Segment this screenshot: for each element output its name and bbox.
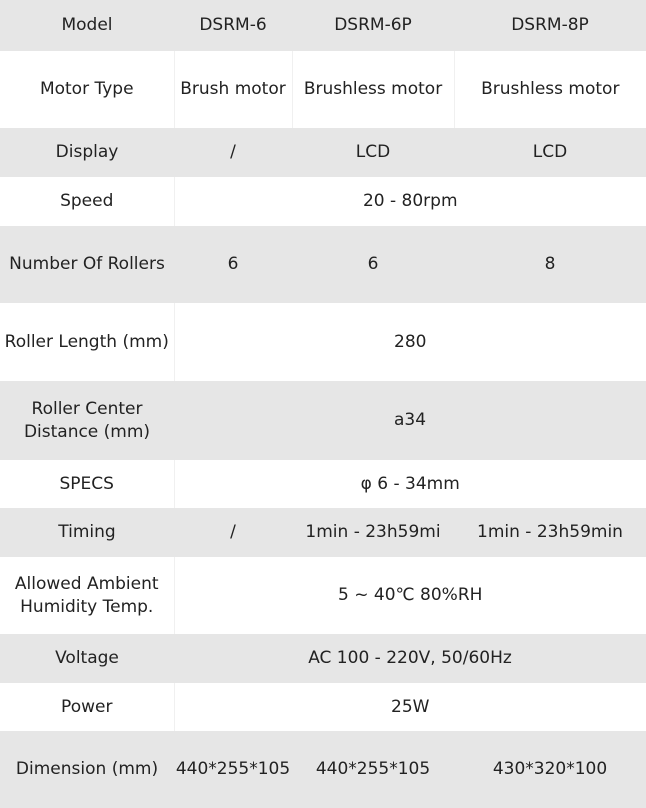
merged-cell: 20 - 80rpm — [174, 177, 646, 226]
table-row — [0, 731, 646, 808]
row-label-line: Allowed Ambient — [14, 573, 159, 594]
row-label: Speed — [0, 177, 174, 226]
row-label — [0, 381, 174, 460]
row-label: Voltage — [0, 634, 174, 683]
row-label: Power — [0, 683, 174, 731]
merged-cell: a34 — [174, 381, 646, 460]
cell-dsrm-8p: LCD — [454, 128, 646, 177]
cell-dsrm-6: 6 — [174, 226, 292, 303]
cell-dsrm-6: Brush motor — [174, 51, 292, 128]
row-label: Timing — [0, 508, 174, 557]
cell-dsrm-6: / — [174, 128, 292, 177]
table-row — [0, 381, 646, 460]
table-row — [0, 683, 646, 731]
header-row — [0, 0, 646, 51]
merged-cell: 25W — [174, 683, 646, 731]
row-label: Roller Length (mm) — [0, 303, 174, 381]
row-label-line: Distance (mm) — [23, 421, 151, 442]
merged-cell: 280 — [174, 303, 646, 381]
row-label: Motor Type — [0, 51, 174, 128]
table-row — [0, 634, 646, 683]
cell-dsrm-6p: 1min - 23h59mi — [292, 508, 454, 557]
row-label — [0, 557, 174, 634]
row-label: Dimension (mm) — [0, 731, 174, 808]
header-model: Model — [0, 0, 174, 51]
cell-dsrm-6: 440*255*105 — [174, 731, 292, 808]
table-row — [0, 557, 646, 634]
row-label-line: Humidity Temp. — [20, 596, 154, 617]
table-row — [0, 303, 646, 381]
cell-dsrm-8p: 8 — [454, 226, 646, 303]
merged-cell: 5 ~ 40℃ 80%RH — [174, 557, 646, 634]
table-row — [0, 460, 646, 508]
header-dsrm-6p: DSRM-6P — [292, 0, 454, 51]
cell-dsrm-8p: Brushless motor — [454, 51, 646, 128]
header-dsrm-8p: DSRM-8P — [454, 0, 646, 51]
table-row — [0, 177, 646, 226]
merged-cell: AC 100 - 220V, 50/60Hz — [174, 634, 646, 683]
row-label: SPECS — [0, 460, 174, 508]
row-label: Number Of Rollers — [0, 226, 174, 303]
cell-dsrm-6p: Brushless motor — [292, 51, 454, 128]
cell-dsrm-8p: 430*320*100 — [454, 731, 646, 808]
header-dsrm-6: DSRM-6 — [174, 0, 292, 51]
table-row — [0, 51, 646, 128]
cell-dsrm-6: / — [174, 508, 292, 557]
cell-dsrm-6p: 6 — [292, 226, 454, 303]
table-row — [0, 128, 646, 177]
table-row — [0, 508, 646, 557]
row-label: Display — [0, 128, 174, 177]
cell-dsrm-6p: LCD — [292, 128, 454, 177]
row-label-line: Roller Center — [31, 398, 143, 419]
merged-cell: φ 6 - 34mm — [174, 460, 646, 508]
table-row — [0, 226, 646, 303]
cell-dsrm-8p: 1min - 23h59min — [454, 508, 646, 557]
cell-dsrm-6p: 440*255*105 — [292, 731, 454, 808]
